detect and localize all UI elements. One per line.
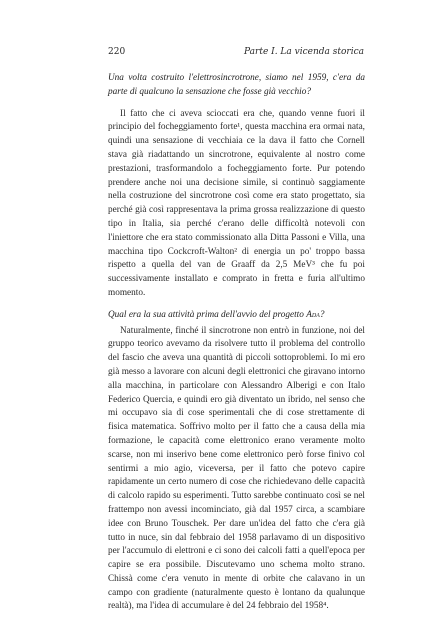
interview-question xyxy=(108,309,365,323)
running-title: Parte I. La vicenda storica xyxy=(244,47,364,57)
question-text: Qual era la sua attività prima dell'avvio del progetto xyxy=(108,309,307,320)
project-acronym: Ada xyxy=(306,309,320,320)
interview-answer: Naturalmente, finché il sincrotrone non entrò in funzione, noi del gruppo teorico avevamo da risolvere tutto il problema del controllo del fascio che aveva una quantità di piccoli sottoproblemi. Io mi ero già messo a lavorare con alcuni degli elettronici che giravano intorno alla macchina, in particolare con Alessandro Alberigi e con Italo Federico Quercia, e quindi ero già diventato un ibrido, nel senso che mi occupavo sia di cose sperimentali che di cose strettamente di fisica matematica. Soffrivo molto per il fatto che a causa della mia formazione, le capacità come elettronico erano veramente molto scarse, non mi inserivo bene come elettronico però forse finivo col sentirmi a mio agio, viceversa, per il fatto che potevo capire rapidamente un certo numero di cose che richiedevano delle capacità di calcolo rapido su esperimenti. Tutto sarebbe continuato così se nel frattempo non avessi incominciato, già dal 1957 circa, a scambiare idee con Bruno Touschek. Per dare un'idea del fatto che c'era già tutto in nuce, sin dal febbraio del 1958 parlavamo di un dispositivo per l'accumulo di elettroni e ci sono dei calcoli fatti a quell'epoca per capire se era possibile. Discutevamo uno schema molto strano. Chissà come c'era venuto in mente di orbite che calavano in un campo con gradiente (naturalmente questo è lontano da qualunque realtà), ma l'idea di accumulare è del 24 febbraio del 1958⁴. xyxy=(108,325,365,612)
interview-answer: Il fatto che ci aveva scioccati era che, quando venne fuori il principio del focheggiamento forte¹, questa macchina era ormai nata, quindi una sensazione di vecchiaia ce la dava il fatto che Cornell stava già riadattando un sincrotrone, equivalente al nostro come prestazioni, trasformandolo a focheggiamento forte. Pur potendo prendere anche noi una decisione simile, si continuò saggiamente nella costruzione del sincrotrone così come era stato progettato, sia perché già così rappresentava la prima grossa realizzazione di questo tipo in Italia, sia perché c'erano delle difficoltà notevoli con l'iniettore che era stato commissionato alla Ditta Passoni e Villa, una macchina tipo Cockcroft-Walton² di energia un po' troppo bassa rispetto a quella del van de Graaff da 2,5 MeV³ che fu poi successivamente installato e comprato in fretta e furia all'ultimo momento. xyxy=(108,108,365,298)
running-header xyxy=(108,45,364,59)
interview-question: Una volta costruito l'elettrosincrotrone, siamo nel 1959, c'era da parte di qualcuno la sensazione che fosse già vecchio? xyxy=(108,73,365,97)
page-body xyxy=(108,72,365,614)
page-number: 220 xyxy=(108,47,126,57)
question-mark: ? xyxy=(319,309,325,320)
